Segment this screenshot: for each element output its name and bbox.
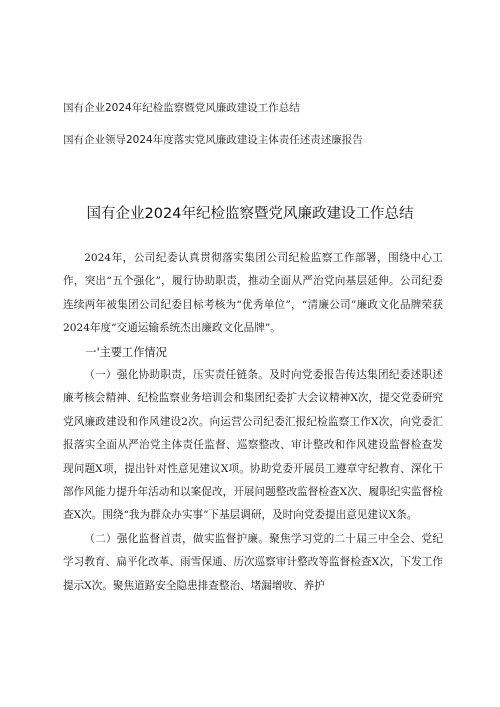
document-body <box>63 247 443 598</box>
item-paragraph-1: （一）强化协助职责，压实责任链条。及时向党委报告传达集团纪委述职述廉考核会精神、纪检监察业务培训会和集团纪委扩大会议精神X次，提交党委研究党风廉政建设和作风建设2次。向运营公司纪委汇报纪检监察工作X次，向党委汇报落实全面从严治党主体责任监督、巡察整改、审计整改和作风建设监督检查发现问题X项，提出针对性意见建议X项。协助党委开展员工遵章守纪教育、深化干部作风能力提升年活动和以案促改，开展问题整改监督检查X次、履职纪实监督检查X次。围绕“我为群众办实事”下基层调研，及时向党委提出意见建议X条。 <box>63 369 443 522</box>
toc-item-2[interactable]: 国有企业领导2024年度落实党风廉政建设主体责任述责述廉报告 <box>63 134 363 146</box>
intro-paragraph: 2024年，公司纪委认真贯彻落实集团公司纪检监察工作部署，围绕中心工作，突出“五个强化”，履行协助职责，推动全面从严治党向基层延伸。公司纪委连续两年被集团公司纪委目标考核为“优秀单位”，“清廉公司”廉政文化品牌荣获2024年度“交通运输系统杰出廉政文化品牌”。 <box>63 252 443 335</box>
document-title: 国有企业2024年纪检监察暨党风廉政建设工作总结 <box>86 206 414 222</box>
section-heading: 一'主要工作情况 <box>85 345 167 359</box>
toc-item-1[interactable]: 国有企业2024年纪检监察暨党风廉政建设工作总结 <box>63 102 300 114</box>
item-paragraph-2: （二）强化监督首责，做实监督护廉。聚焦学习党的二十届三中全会、党纪学习教育、扁平化改革、雨雪保通、历次巡察审计整改等监督检查X次，下发工作提示X次。聚焦道路安全隐患排查整治、堵漏增收、养护 <box>63 532 443 592</box>
table-of-contents <box>63 101 473 147</box>
